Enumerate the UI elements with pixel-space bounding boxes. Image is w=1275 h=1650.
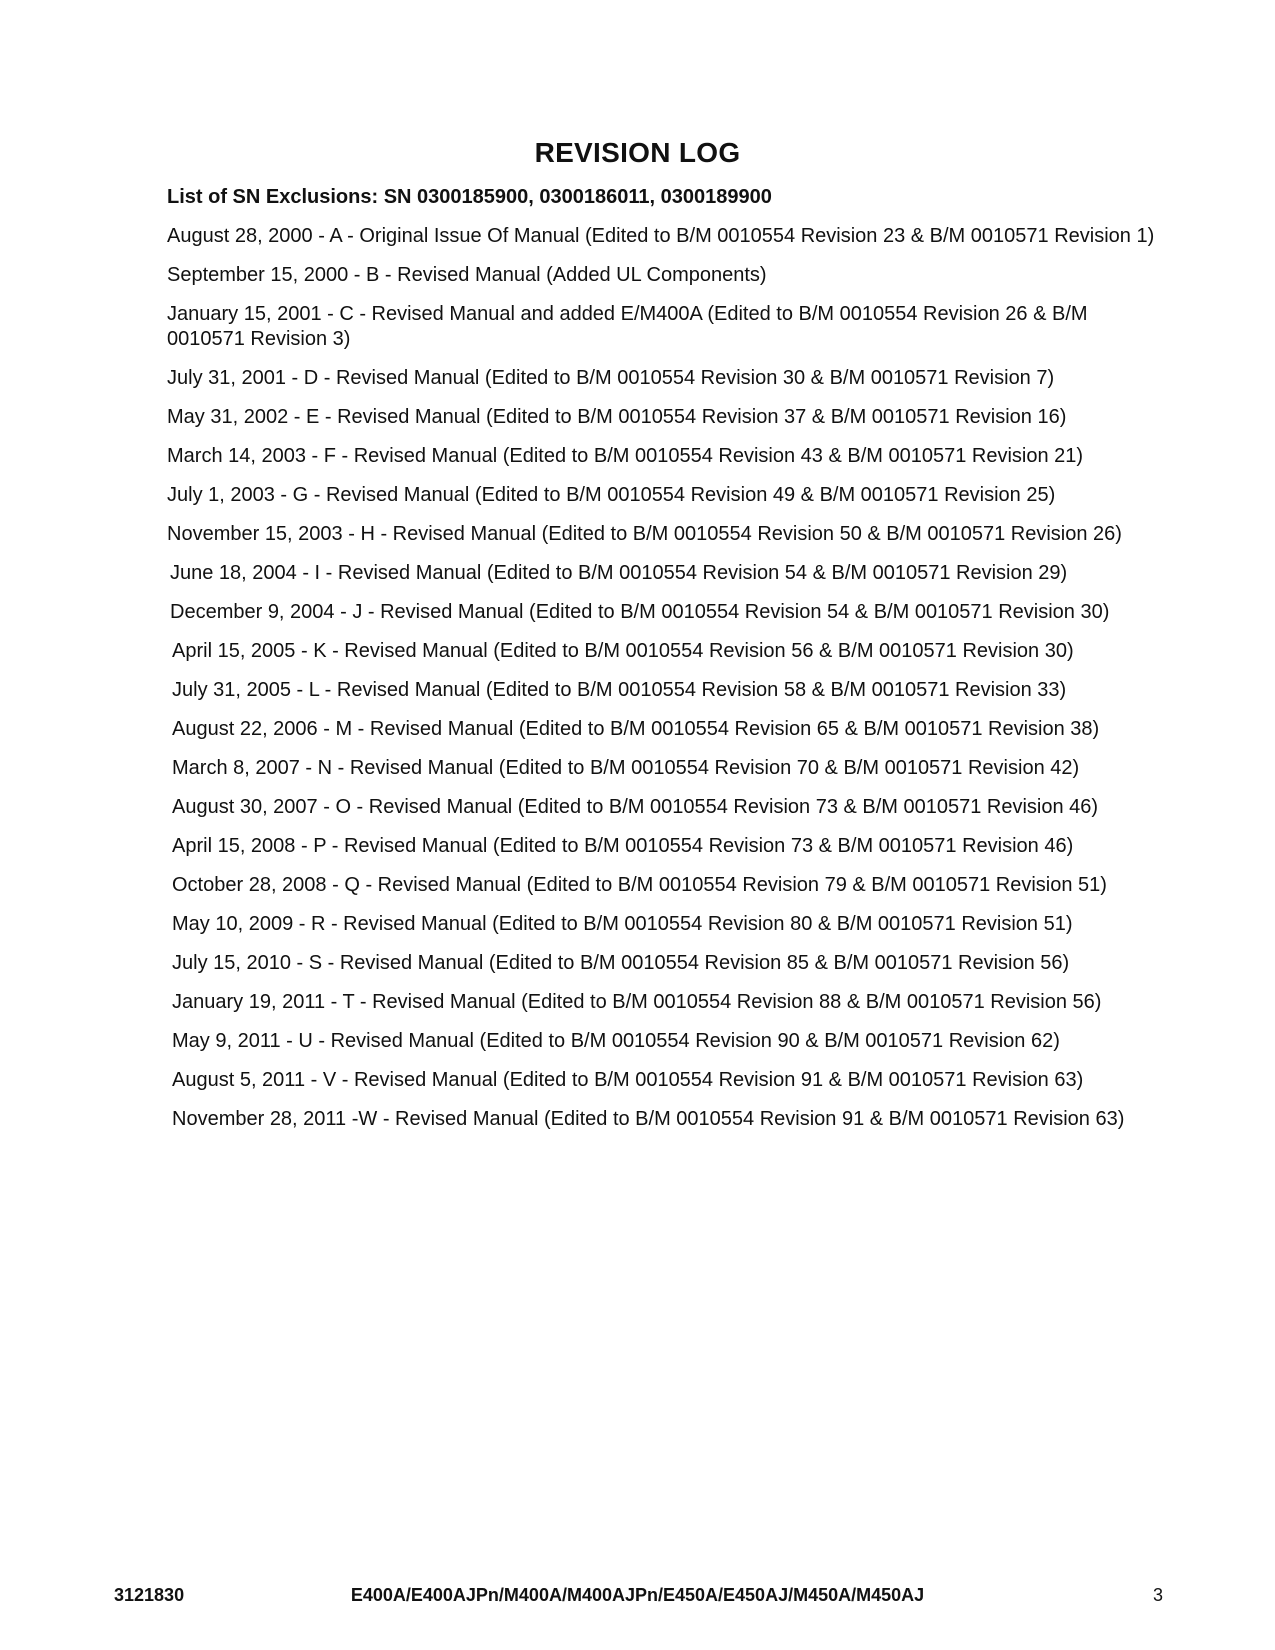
revision-entry-k: April 15, 2005 - K - Revised Manual (Edited to B/M 0010554 Revision 56 & B/M 0010571 Revision 30) (172, 640, 1074, 662)
revision-entry-d: July 31, 2001 - D - Revised Manual (Edited to B/M 0010554 Revision 30 & B/M 0010571 Revision 7) (167, 367, 1055, 389)
revision-entry-e: May 31, 2002 - E - Revised Manual (Edited to B/M 0010554 Revision 37 & B/M 0010571 Revision 16) (167, 406, 1067, 428)
revision-entry-m: August 22, 2006 - M - Revised Manual (Edited to B/M 0010554 Revision 65 & B/M 0010571 Revision 38) (172, 718, 1100, 740)
revision-entry-c: January 15, 2001 - C - Revised Manual and added E/M400A (Edited to B/M 0010554 Revision 26 & B/M 0010571 Revision 3) (167, 303, 1088, 350)
revision-entry-n: March 8, 2007 - N - Revised Manual (Edited to B/M 0010554 Revision 70 & B/M 0010571 Revision 42) (172, 757, 1080, 779)
revision-entry-p: April 15, 2008 - P - Revised Manual (Edited to B/M 0010554 Revision 73 & B/M 0010571 Revision 46) (172, 835, 1074, 857)
revision-entry-i: June 18, 2004 - I - Revised Manual (Edited to B/M 0010554 Revision 54 & B/M 0010571 Revision 29) (170, 562, 1068, 584)
revision-list (167, 224, 1157, 1146)
revision-entry-q: October 28, 2008 - Q - Revised Manual (Edited to B/M 0010554 Revision 79 & B/M 0010571 Revision 51) (172, 874, 1107, 896)
revision-entry-f: March 14, 2003 - F - Revised Manual (Edited to B/M 0010554 Revision 43 & B/M 0010571 Revision 21) (167, 445, 1084, 467)
footer-page-number: 3 (1152, 1585, 1163, 1605)
revision-entry-v: August 5, 2011 - V - Revised Manual (Edited to B/M 0010554 Revision 91 & B/M 0010571 Revision 63) (172, 1069, 1084, 1091)
revision-entry-g: July 1, 2003 - G - Revised Manual (Edited to B/M 0010554 Revision 49 & B/M 0010571 Revision 25) (167, 484, 1056, 506)
footer-model-list: E400A/E400AJPn/M400A/M400AJPn/E450A/E450AJ/M450A/M450AJ (350, 1585, 925, 1605)
revision-entry-l: July 31, 2005 - L - Revised Manual (Edited to B/M 0010554 Revision 58 & B/M 0010571 Revision 33) (172, 679, 1067, 701)
revision-entry-h: November 15, 2003 - H - Revised Manual (Edited to B/M 0010554 Revision 50 & B/M 0010571 Revision 26) (167, 523, 1122, 545)
revision-entry-u: May 9, 2011 - U - Revised Manual (Edited to B/M 0010554 Revision 90 & B/M 0010571 Revision 62) (172, 1030, 1060, 1052)
footer-doc-number: 3121830 (114, 1585, 185, 1605)
revision-entry-s: July 15, 2010 - S - Revised Manual (Edited to B/M 0010554 Revision 85 & B/M 0010571 Revision 56) (172, 952, 1070, 974)
revision-entry-t: January 19, 2011 - T - Revised Manual (Edited to B/M 0010554 Revision 88 & B/M 0010571 Revision 56) (172, 991, 1102, 1013)
revision-entry-w: November 28, 2011 -W - Revised Manual (Edited to B/M 0010554 Revision 91 & B/M 0010571 Revision 63) (172, 1108, 1125, 1130)
sn-exclusions: List of SN Exclusions: SN 0300185900, 0300186011, 0300189900 (167, 186, 772, 208)
revision-entry-j: December 9, 2004 - J - Revised Manual (Edited to B/M 0010554 Revision 54 & B/M 0010571 Revision 30) (170, 601, 1110, 623)
revision-entry-o: August 30, 2007 - O - Revised Manual (Edited to B/M 0010554 Revision 73 & B/M 0010571 Revision 46) (172, 796, 1099, 818)
revision-entry-r: May 10, 2009 - R - Revised Manual (Edited to B/M 0010554 Revision 80 & B/M 0010571 Revision 51) (172, 913, 1073, 935)
revision-entry-b: September 15, 2000 - B - Revised Manual (Added UL Components) (167, 264, 767, 286)
page-title: REVISION LOG (534, 137, 741, 168)
revision-entry-a: August 28, 2000 - A - Original Issue Of Manual (Edited to B/M 0010554 Revision 23 & B/M 0010571 Revision 1) (167, 225, 1155, 247)
